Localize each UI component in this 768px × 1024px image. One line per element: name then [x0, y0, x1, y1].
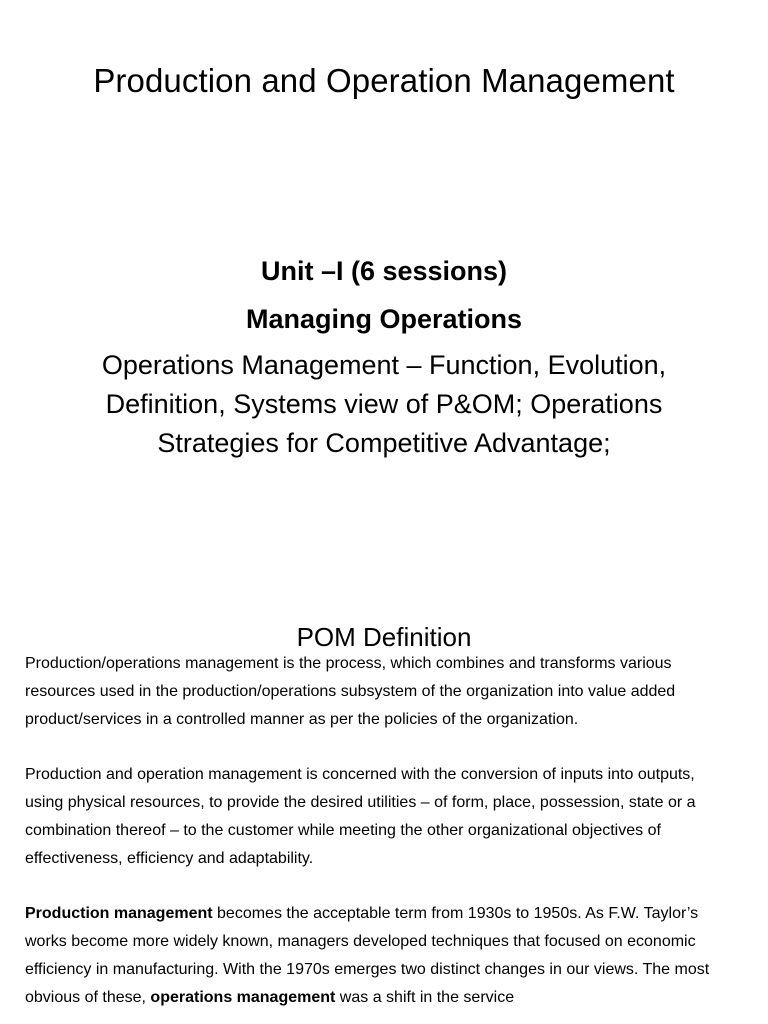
paragraph-3-text-1: becomes the acceptable term from 1930s to 1950s. As F.W. Taylor’s works become more widely known, managers developed techniques that focused on economic efficiency in manufacturing. With the 1970s emerges two distinct changes in our views. The most obvious of these,: [25, 905, 710, 1006]
definition-body: [25, 650, 735, 1024]
section-title: POM Definition: [296, 622, 472, 652]
unit-heading: Unit –I (6 sessions): [260, 256, 508, 286]
paragraph-1: Production/operations management is the process, which combines and transforms various resources used in the production/operations subsystem of the organization into value added product/services in a controlled manner as per the policies of the organization.: [25, 655, 676, 728]
paragraph-3-text-2: was a shift in the service: [335, 989, 515, 1006]
slide-title: Production and Operation Management: [93, 62, 675, 99]
unit-subheading: Managing Operations: [245, 304, 523, 334]
unit-description: Operations Management – Function, Evolution, Definition, Systems view of P&OM; Operations Strategies for Competitive Advantage;: [101, 350, 667, 458]
slide-2: [0, 578, 768, 1024]
term-production-management: Production management: [25, 905, 213, 922]
paragraph-3: [25, 900, 735, 1012]
term-operations-management: operations management: [150, 989, 336, 1006]
paragraph-2: Production and operation management is concerned with the conversion of inputs into outputs, using physical resources, to provide the desired utilities – of form, place, possession, state or a combination thereof – to the customer while meeting the other organizational objectives of effectiveness, efficiency and adaptability.: [25, 766, 696, 867]
